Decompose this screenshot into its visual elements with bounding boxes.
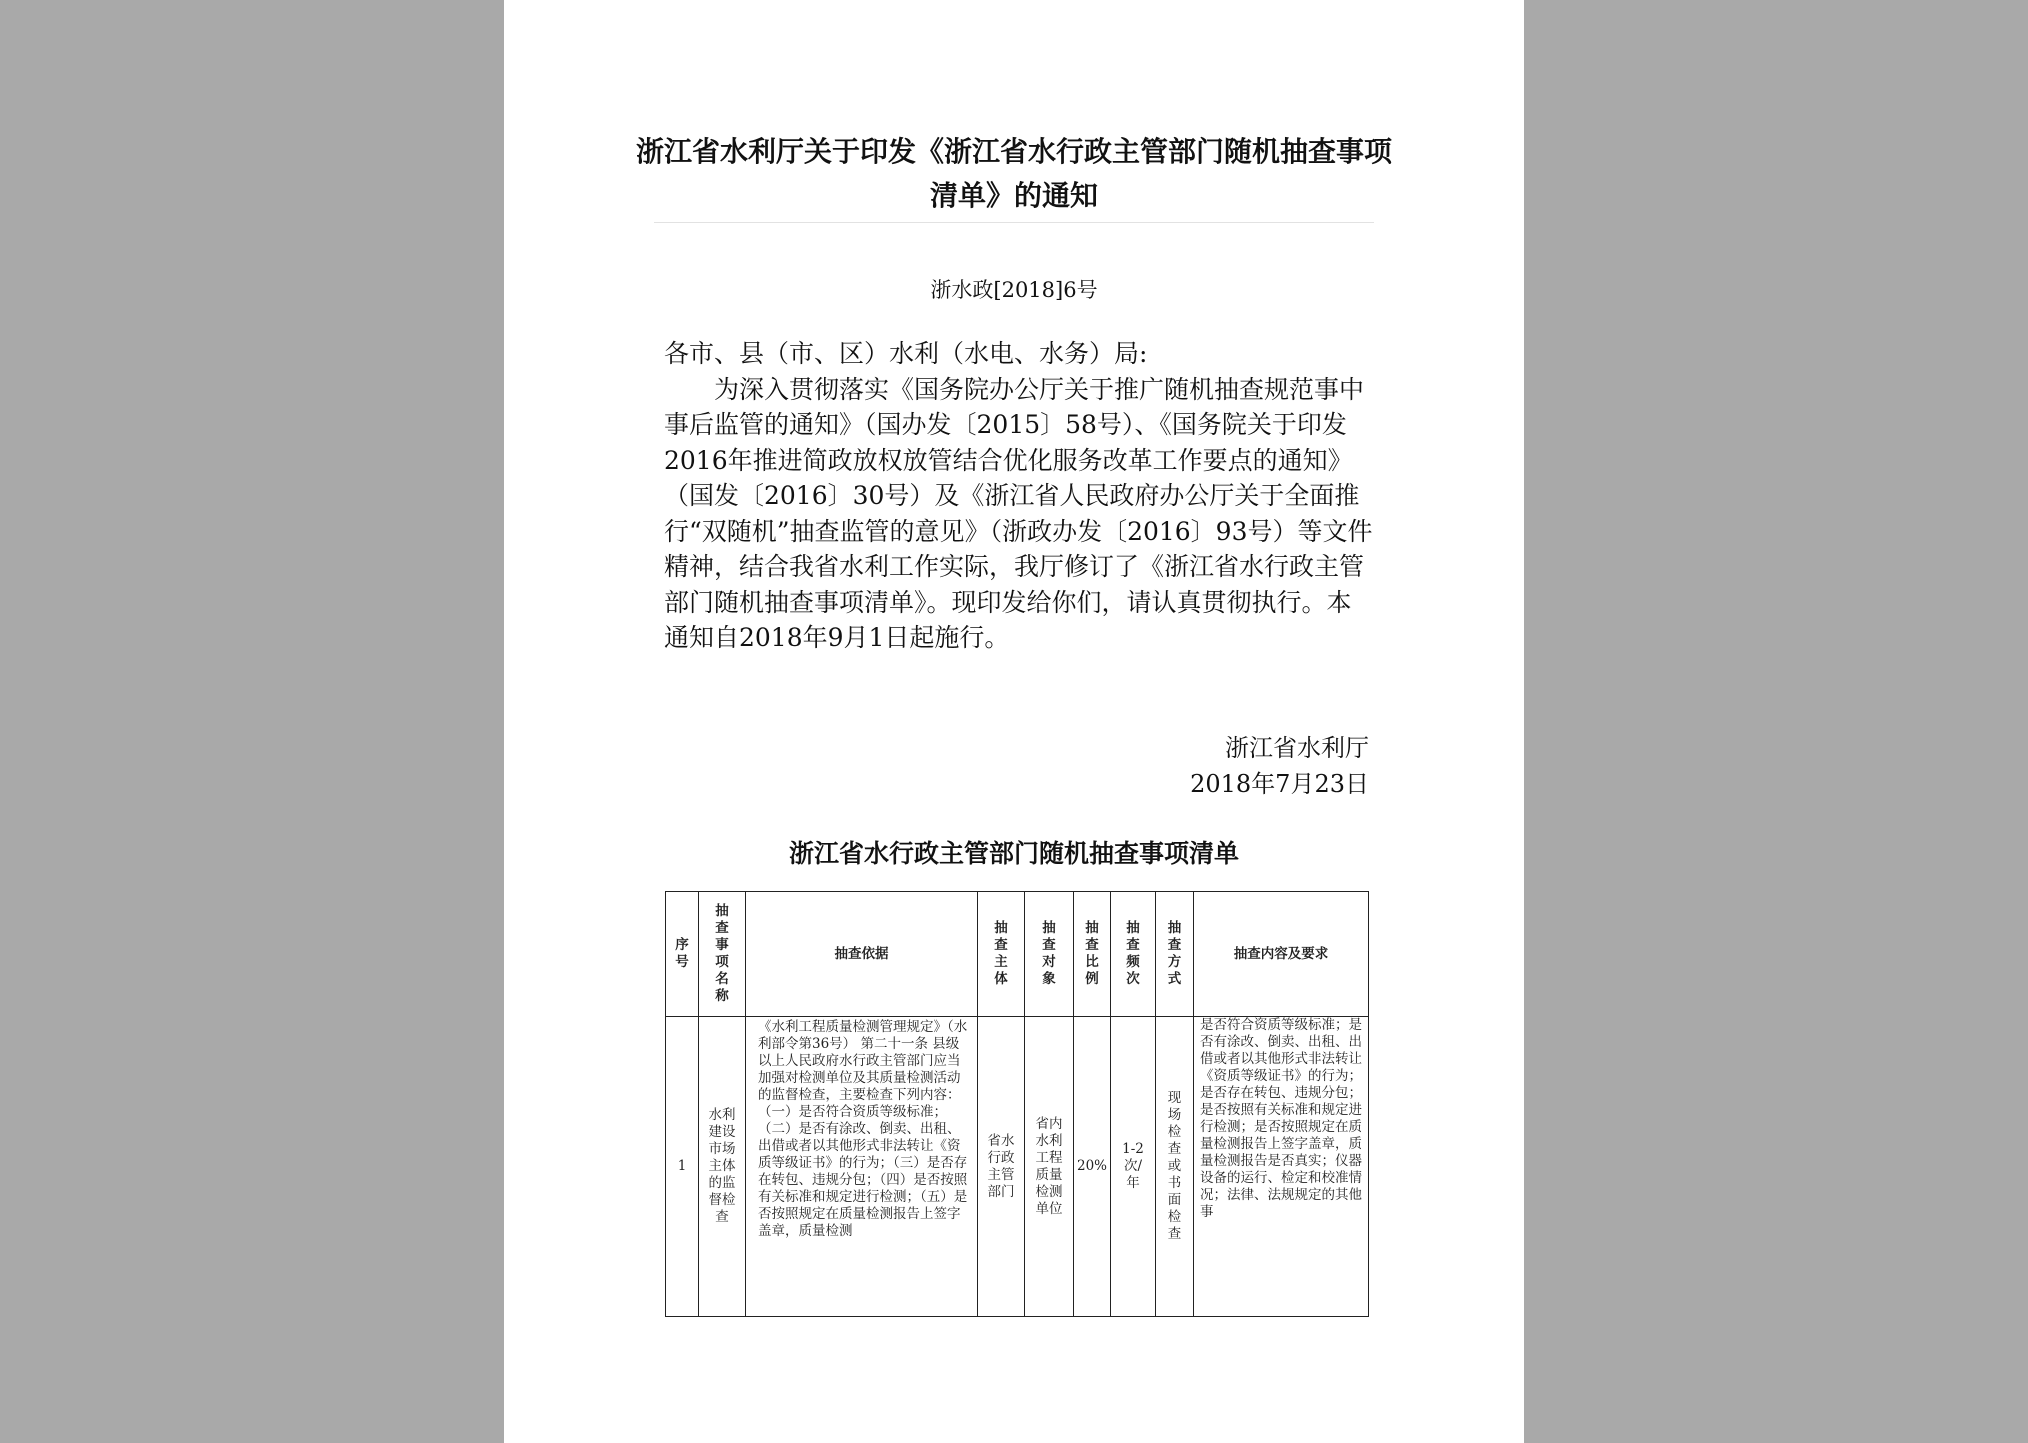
issue-date: 2018年7月23日 [1190,770,1369,798]
header-subject: 抽查主体 [978,892,1025,1017]
cell-item: 水利建设市场主体的监督检查 [699,1017,746,1317]
header-content: 抽查内容及要求 [1194,892,1369,1017]
document-page [504,0,1524,1443]
table-row [666,1017,1369,1317]
header-basis: 抽查依据 [746,892,978,1017]
cell-method: 现场检查或书面检查 [1156,1017,1194,1317]
header-method: 抽查方式 [1156,892,1194,1017]
signature-block [1004,730,1369,802]
header-seq: 序号 [666,892,699,1017]
cell-seq: 1 [666,1017,699,1317]
list-title: 浙江省水行政主管部门随机抽查事项清单 [788,839,1239,868]
cell-subject: 省水行政主管部门 [978,1017,1025,1317]
body-paragraph: 为深入贯彻落实《国务院办公厅关于推广随机抽查规范事中事后监管的通知》（国办发〔2015〕58号）、《国务院关于印发2016年推进简政放权放管结合优化服务改革工作要点的通知》（国发〔2016〕30号）及《浙江省人民政府办公厅关于全面推行“双随机”抽查监管的意见》（浙政办发〔2016〕93号）等文件精神，结合我省水利工作实际，我厅修订了《浙江省水行政主管部门随机抽查事项清单》。现印发给你们，请认真贯彻执行。本通知自2018年9月1日起施行。 [664,374,1373,652]
cell-object: 省内水利工程质量检测单位 [1025,1017,1074,1317]
header-frequency: 抽查频次 [1111,892,1156,1017]
table-header-row [666,892,1369,1017]
header-item: 抽查事项名称 [699,892,746,1017]
salutation: 各市、县（市、区）水利（水电、水务）局: [664,339,1148,368]
cell-content: 是否符合资质等级标准；是否有涂改、倒卖、出租、出借或者以其他形式非法转让《资质等级证书》的行为；是否存在转包、违规分包；是否按照有关标准和规定进行检测；是否按照规定在质量检测报告上签字盖章，质量检测报告是否真实；仪器设备的运行、检定和校准情况；法律、法规规定的其他事 [1194,1017,1369,1317]
header-ratio: 抽查比例 [1074,892,1111,1017]
document-title: 浙江省水利厅关于印发《浙江省水行政主管部门随机抽查事项清单》的通知 [635,135,1392,212]
title-divider [654,222,1374,223]
inspection-table [665,891,1369,1317]
cell-basis: 《水利工程质量检测管理规定》（水利部令第36号） 第二十一条 县级以上人民政府水行政主管部门应当加强对检测单位及其质量检测活动的监督检查，主要检查下列内容：（一）是否符合资质等级标准；（二）是否有涂改、倒卖、出租、出借或者以其他形式非法转让《资质等级证书》的行为；（三）是否存在转包、违规分包；（四）是否按照有关标准和规定进行检测；（五）是否按照规定在质量检测报告上签字盖章，质量检测 [746,1017,978,1317]
document-number: 浙水政[2018]6号 [930,278,1098,302]
header-object: 抽查对象 [1025,892,1074,1017]
cell-ratio: 20% [1074,1017,1111,1317]
issuer: 浙江省水利厅 [1225,734,1369,762]
cell-frequency: 1-2次/年 [1111,1017,1156,1317]
document-body [664,336,1374,656]
